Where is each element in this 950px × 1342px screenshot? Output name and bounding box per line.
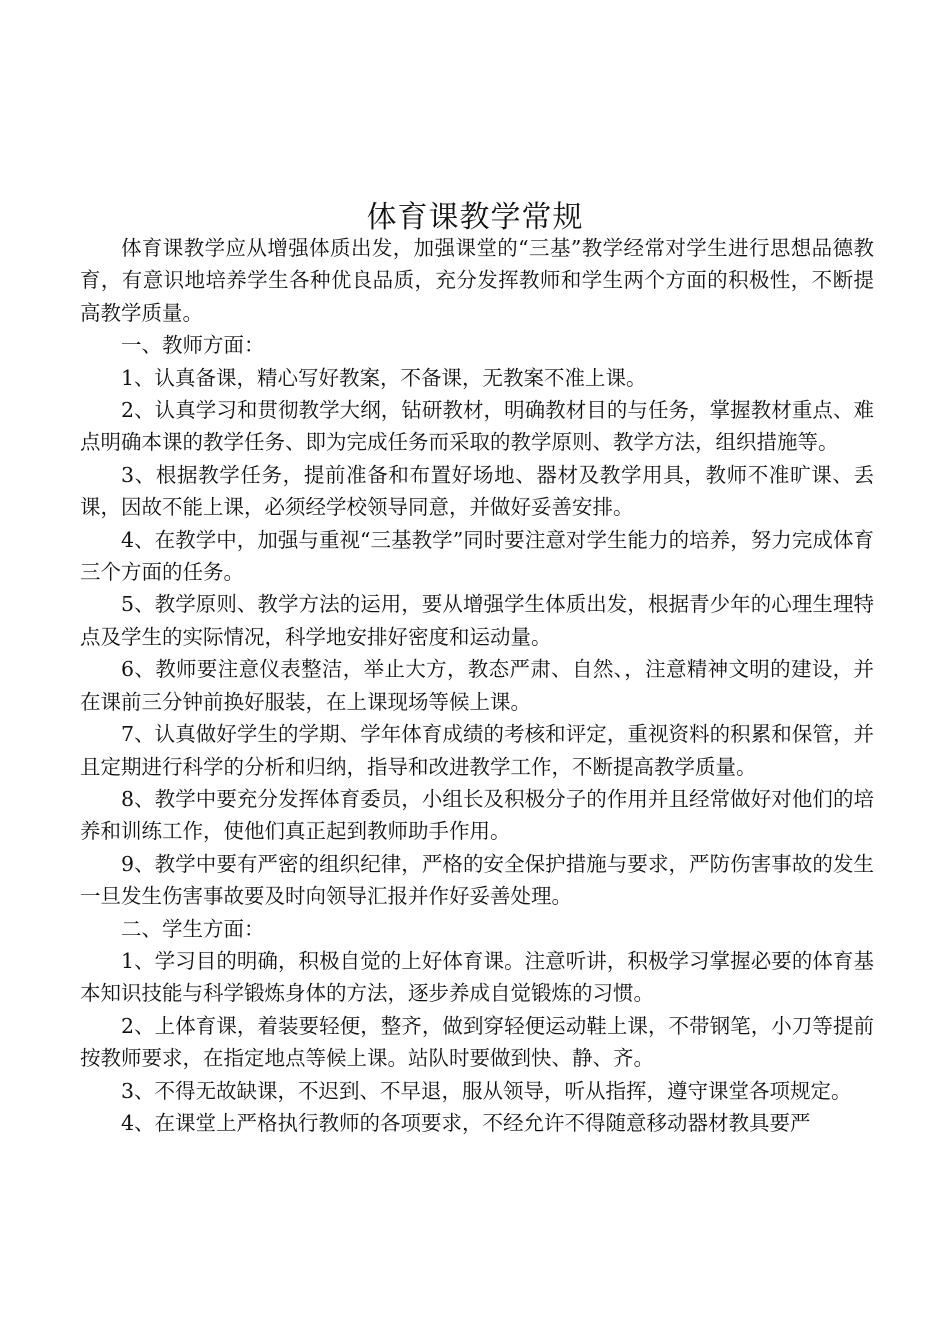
intro-paragraph: 体育课教学应从增强体质出发，加强课堂的“三基”教学经常对学生进行思想品德教育，有意识地培养学生各种优良品质，充分发挥教师和学生两个方面的积极性，不断提高教学质量。 [80,236,874,325]
section-heading-students: 二、学生方面： [121,916,265,941]
teacher-rule-9: 9、教学中要有严密的组织纪律，严格的安全保护措施与要求，严防伤害事故的发生一旦发生伤害事故要及时向领导汇报并作好妥善处理。 [80,851,874,909]
teacher-rule-2: 2、认真学习和贯彻教学大纲，钻研教材，明确教材目的与任务，掌握教材重点、难点明确本课的教学任务、即为完成任务而采取的教学原则、教学方法，组织措施等。 [80,398,874,455]
teacher-rule-5: 5、教学原则、教学方法的运用，要从增强学生体质出发，根据青少年的心理生理特点及学生的实际情况，科学地安排好密度和运动量。 [80,592,874,649]
section-heading-teachers: 一、教师方面： [121,333,265,358]
student-rule-2: 2、上体育课，着装要轻便，整齐，做到穿轻便运动鞋上课，不带钢笔，小刀等提前按教师要求，在指定地点等候上课。站队时要做到快、静、齐。 [80,1013,874,1071]
document-title: 体育课教学常规 [366,200,584,236]
document-body [80,232,874,1139]
student-rule-4: 4、在课堂上严格执行教师的各项要求，不经允许不得随意移动器材教具要严 [121,1110,811,1135]
student-rule-1: 1、学习目的明确，积极自觉的上好体育课。注意听讲，积极学习掌握必要的体育基本知识技能与科学锻炼身体的方法，逐步养成自觉锻炼的习惯。 [80,948,874,1006]
student-rule-3: 3、不得无故缺课，不迟到、不早退，服从领导，听从指挥，遵守课堂各项规定。 [121,1078,852,1103]
teacher-rule-3: 3、根据教学任务，提前准备和布置好场地、器材及教学用具，教师不准旷课、丢课，因故不能上课，必须经学校领导同意，并做好妥善安排。 [80,462,874,520]
teacher-rule-4: 4、在教学中，加强与重视“三基教学”同时要注意对学生能力的培养，努力完成体育三个方面的任务。 [80,527,874,585]
teacher-rule-6: 6、教师要注意仪表整洁，举止大方，教态严肃、自然、，注意精神文明的建设，并在课前三分钟前换好服装，在上课现场等候上课。 [80,657,874,714]
teacher-rule-1: 1、认真备课，精心写好教案，不备课，无教案不准上课。 [121,365,647,390]
teacher-rule-8: 8、教学中要充分发挥体育委员，小组长及积极分子的作用并且经常做好对他们的培养和训练工作，使他们真正起到教师助手作用。 [80,786,874,844]
teacher-rule-7: 7、认真做好学生的学期、学年体育成绩的考核和评定，重视资料的积累和保管，并且定期进行科学的分析和归纳，指导和改进教学工作，不断提高教学质量。 [80,722,874,779]
